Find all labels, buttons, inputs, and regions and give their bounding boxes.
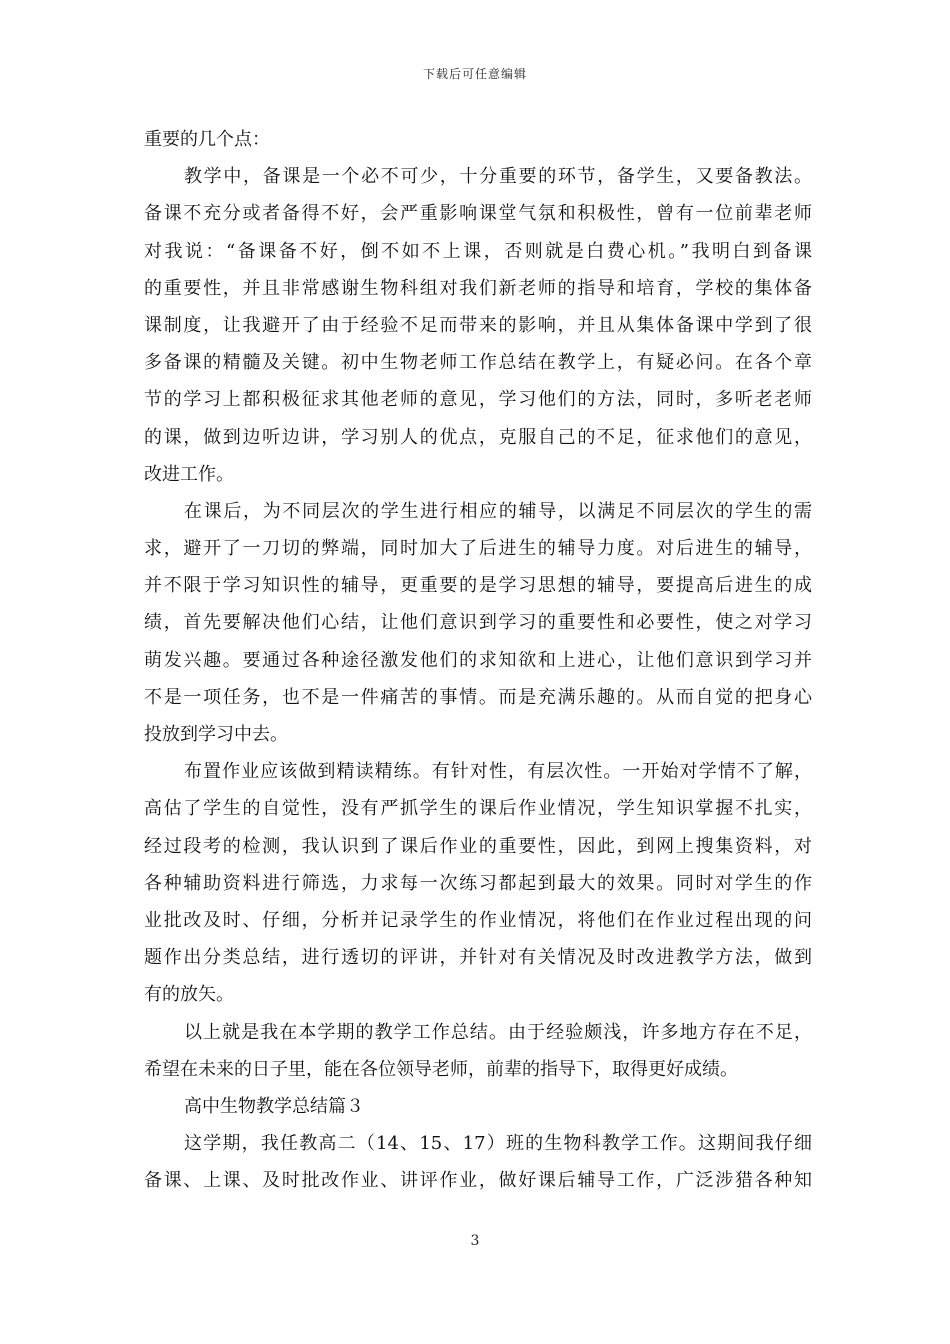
text-line: 高估了学生的自觉性，没有严抓学生的课后作业情况，学生知识掌握不扎实， — [144, 798, 812, 820]
text-line: 的重要性，并且非常感谢生物科组对我们新老师的指导和培育，学校的集体备 — [144, 277, 812, 299]
text-line: 题作出分类总结，进行透切的评讲，并针对有关情况及时改进教学方法，做到 — [144, 947, 812, 969]
text-line: 节的学习上都积极征求其他老师的意见，学习他们的方法，同时，多听老老师 — [144, 389, 812, 411]
paragraph-first-line: 布置作业应该做到精读精练。有针对性，有层次性。一开始对学情不了解， — [184, 761, 812, 783]
paragraph-last-line: 投放到学习中去。 — [144, 724, 288, 745]
text-line: 经过段考的检测，我认识到了课后作业的重要性，因此，到网上搜集资料，对 — [144, 835, 812, 857]
document-body — [144, 121, 812, 1199]
paragraph-first-line: 这学期，我任教高二（14、15、17）班的生物科教学工作。这期间我仔细 — [184, 1133, 812, 1155]
text-line: 不是一项任务，也不是一件痛苦的事情。而是充满乐趣的。从而自觉的把身心 — [144, 686, 812, 708]
paragraph-last-line: 有的放矢。 — [144, 984, 234, 1006]
paragraph-first-line: 教学中，备课是一个必不可少，十分重要的环节，备学生，又要备教法。 — [184, 166, 812, 188]
text-line: 各种辅助资料进行筛选，力求每一次练习都起到最大的效果。同时对学生的作 — [144, 872, 812, 894]
text-line: 并不限于学习知识性的辅导，更重要的是学习思想的辅导，要提高后进生的成 — [144, 575, 812, 597]
text-line: 求，避开了一刀切的弊端，同时加大了后进生的辅导力度。对后进生的辅导， — [144, 538, 812, 560]
text-line: 对我说：“备课备不好，倒不如不上课，否则就是白费心机。”我明白到备课 — [144, 240, 812, 262]
text-line: 多备课的精髓及关键。初中生物老师工作总结在教学上，有疑必问。在各个章 — [144, 352, 812, 374]
paragraph-first-line: 以上就是我在本学期的教学工作总结。由于经验颇浅，许多地方存在不足， — [184, 1021, 812, 1043]
text-line: 课制度，让我避开了由于经验不足而带来的影响，并且从集体备课中学到了很 — [144, 314, 812, 336]
paragraph-last-line: 改进工作。 — [144, 463, 234, 485]
text-line: 的课，做到边听边讲，学习别人的优点，克服自己的不足，征求他们的意见， — [144, 426, 812, 448]
section-heading: 高中生物教学总结篇３ — [184, 1095, 364, 1117]
page-number: 3 — [470, 1233, 480, 1249]
text-line: 备课、上课、及时批改作业、讲评作业，做好课后辅导工作，广泛涉猎各种知 — [144, 1170, 812, 1192]
page-header: 下载后可任意编辑 — [422, 67, 527, 81]
paragraph-first-line: 在课后，为不同层次的学生进行相应的辅导，以满足不同层次的学生的需 — [184, 500, 812, 522]
text-line: 业批改及时、仔细，分析并记录学生的作业情况，将他们在作业过程出现的问 — [144, 909, 812, 931]
text-line: 重要的几个点： — [144, 129, 270, 150]
text-line: 萌发兴趣。要通过各种途径激发他们的求知欲和上进心，让他们意识到学习并 — [144, 649, 812, 671]
text-line: 绩，首先要解决他们心结，让他们意识到学习的重要性和必要性，使之对学习 — [144, 612, 812, 634]
text-line: 备课不充分或者备得不好，会严重影响课堂气氛和积极性，曾有一位前辈老师 — [144, 203, 812, 225]
paragraph-last-line: 希望在未来的日子里，能在各位领导老师，前辈的指导下，取得更好成绩。 — [144, 1058, 738, 1080]
